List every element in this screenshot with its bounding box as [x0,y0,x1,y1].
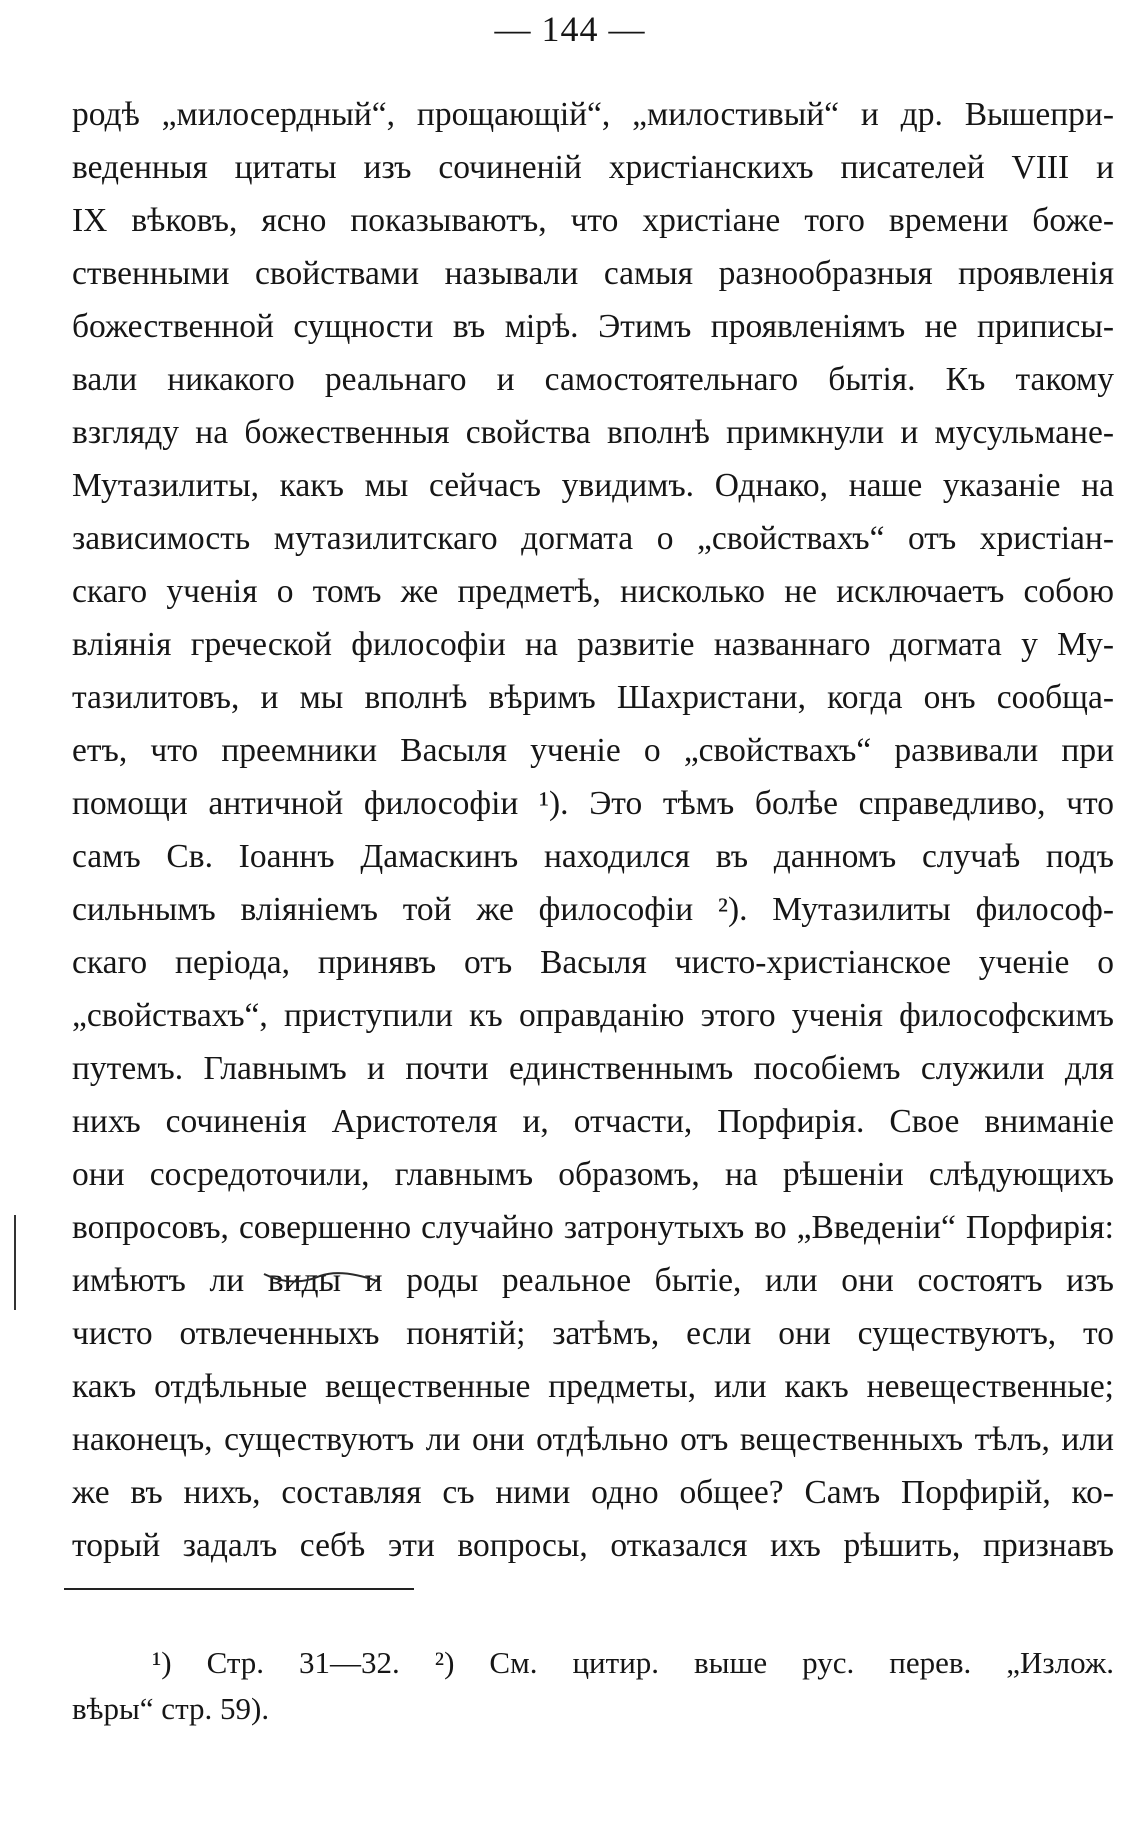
text-line-7: взгляду на божественныя свойства вполнѣ примкнули и мусульмане- [72,414,1114,451]
text-line-6: вали никакого реальнаго и самостоятельнаго бытія. Къ такому [72,361,1114,398]
text-line-2: веденныя цитаты изъ сочиненій христіанскихъ писателей VIII и [72,149,1114,186]
text-line-1: родѣ „милосердный“, прощающій“, „милостивый“ и др. Вышепри- [72,96,1114,133]
text-line-12: тазилитовъ, и мы вполнѣ вѣримъ Шахристани, когда онъ сообща- [72,679,1114,716]
footnotes [72,1640,1114,1732]
text-line-21: они сосредоточили, главнымъ образомъ, на рѣшеніи слѣдующихъ [72,1156,1114,1193]
pencil-underline-mark [262,1262,382,1292]
text-line-10: скаго ученія о томъ же предметѣ, нисколько не исключаетъ собою [72,573,1114,610]
footnote-line-1: ¹) Стр. 31—32. ²) См. цитир. выше рус. перев. „Излож. [152,1645,1114,1680]
text-line-14: помощи античной философіи ¹). Это тѣмъ болѣе справедливо, что [72,785,1114,822]
text-line-19: путемъ. Главнымъ и почти единственнымъ пособіемъ служили для [72,1050,1114,1087]
text-line-26: наконецъ, существуютъ ли они отдѣльно отъ вещественныхъ тѣлъ, или [72,1421,1114,1458]
text-line-17: скаго періода, принявъ отъ Васыля чисто-христіанское ученіе о [72,944,1114,981]
text-line-9: зависимость мутазилитскаго догмата о „свойствахъ“ отъ христіан- [72,520,1114,557]
text-line-28: торый задалъ себѣ эти вопросы, отказался ихъ рѣшить, признавъ [72,1527,1114,1564]
text-line-11: вліянія греческой философіи на развитіе названнаго догмата у Му- [72,626,1114,663]
text-line-20: нихъ сочиненія Аристотеля и, отчасти, Порфирія. Свое вниманіе [72,1103,1114,1140]
text-line-27: же въ нихъ, составляя съ ними одно общее? Самъ Порфирій, ко- [72,1474,1114,1511]
page-number: — 144 — [494,9,646,49]
text-line-13: етъ, что преемники Васыля ученіе о „свойствахъ“ развивали при [72,732,1114,769]
body-text [72,88,1114,1572]
text-line-23: имѣютъ ли виды и роды реальное бытіе, или они состоятъ изъ [72,1262,1114,1299]
footnote-line-2: вѣры“ стр. 59). [72,1691,270,1726]
text-line-15: самъ Св. Іоаннъ Дамаскинъ находился въ данномъ случаѣ подъ [72,838,1114,875]
text-line-3: IX вѣковъ, ясно показываютъ, что христіане того времени боже- [72,202,1114,239]
text-line-16: сильнымъ вліяніемъ той же философіи ²). Мутазилиты философ- [72,891,1114,928]
text-line-25: какъ отдѣльные вещественные предметы, или какъ невещественные; [72,1368,1114,1405]
footnote-divider [64,1588,414,1590]
text-line-24: чисто отвлеченныхъ понятій; затѣмъ, если они существуютъ, то [72,1315,1114,1352]
text-line-22: вопросовъ, совершенно случайно затронутыхъ во „Введеніи“ Порфирія: [72,1209,1114,1246]
text-line-8: Мутазилиты, какъ мы сейчасъ увидимъ. Однако, наше указаніе на [72,467,1114,504]
text-line-18: „свойствахъ“, приступили къ оправданію этого ученія философскимъ [72,997,1114,1034]
text-line-5: божественной сущности въ мірѣ. Этимъ проявленіямъ не приписы- [72,308,1114,345]
margin-pencil-mark [14,1215,16,1310]
text-line-4: ственными свойствами называли самыя разнообразныя проявленія [72,255,1114,292]
